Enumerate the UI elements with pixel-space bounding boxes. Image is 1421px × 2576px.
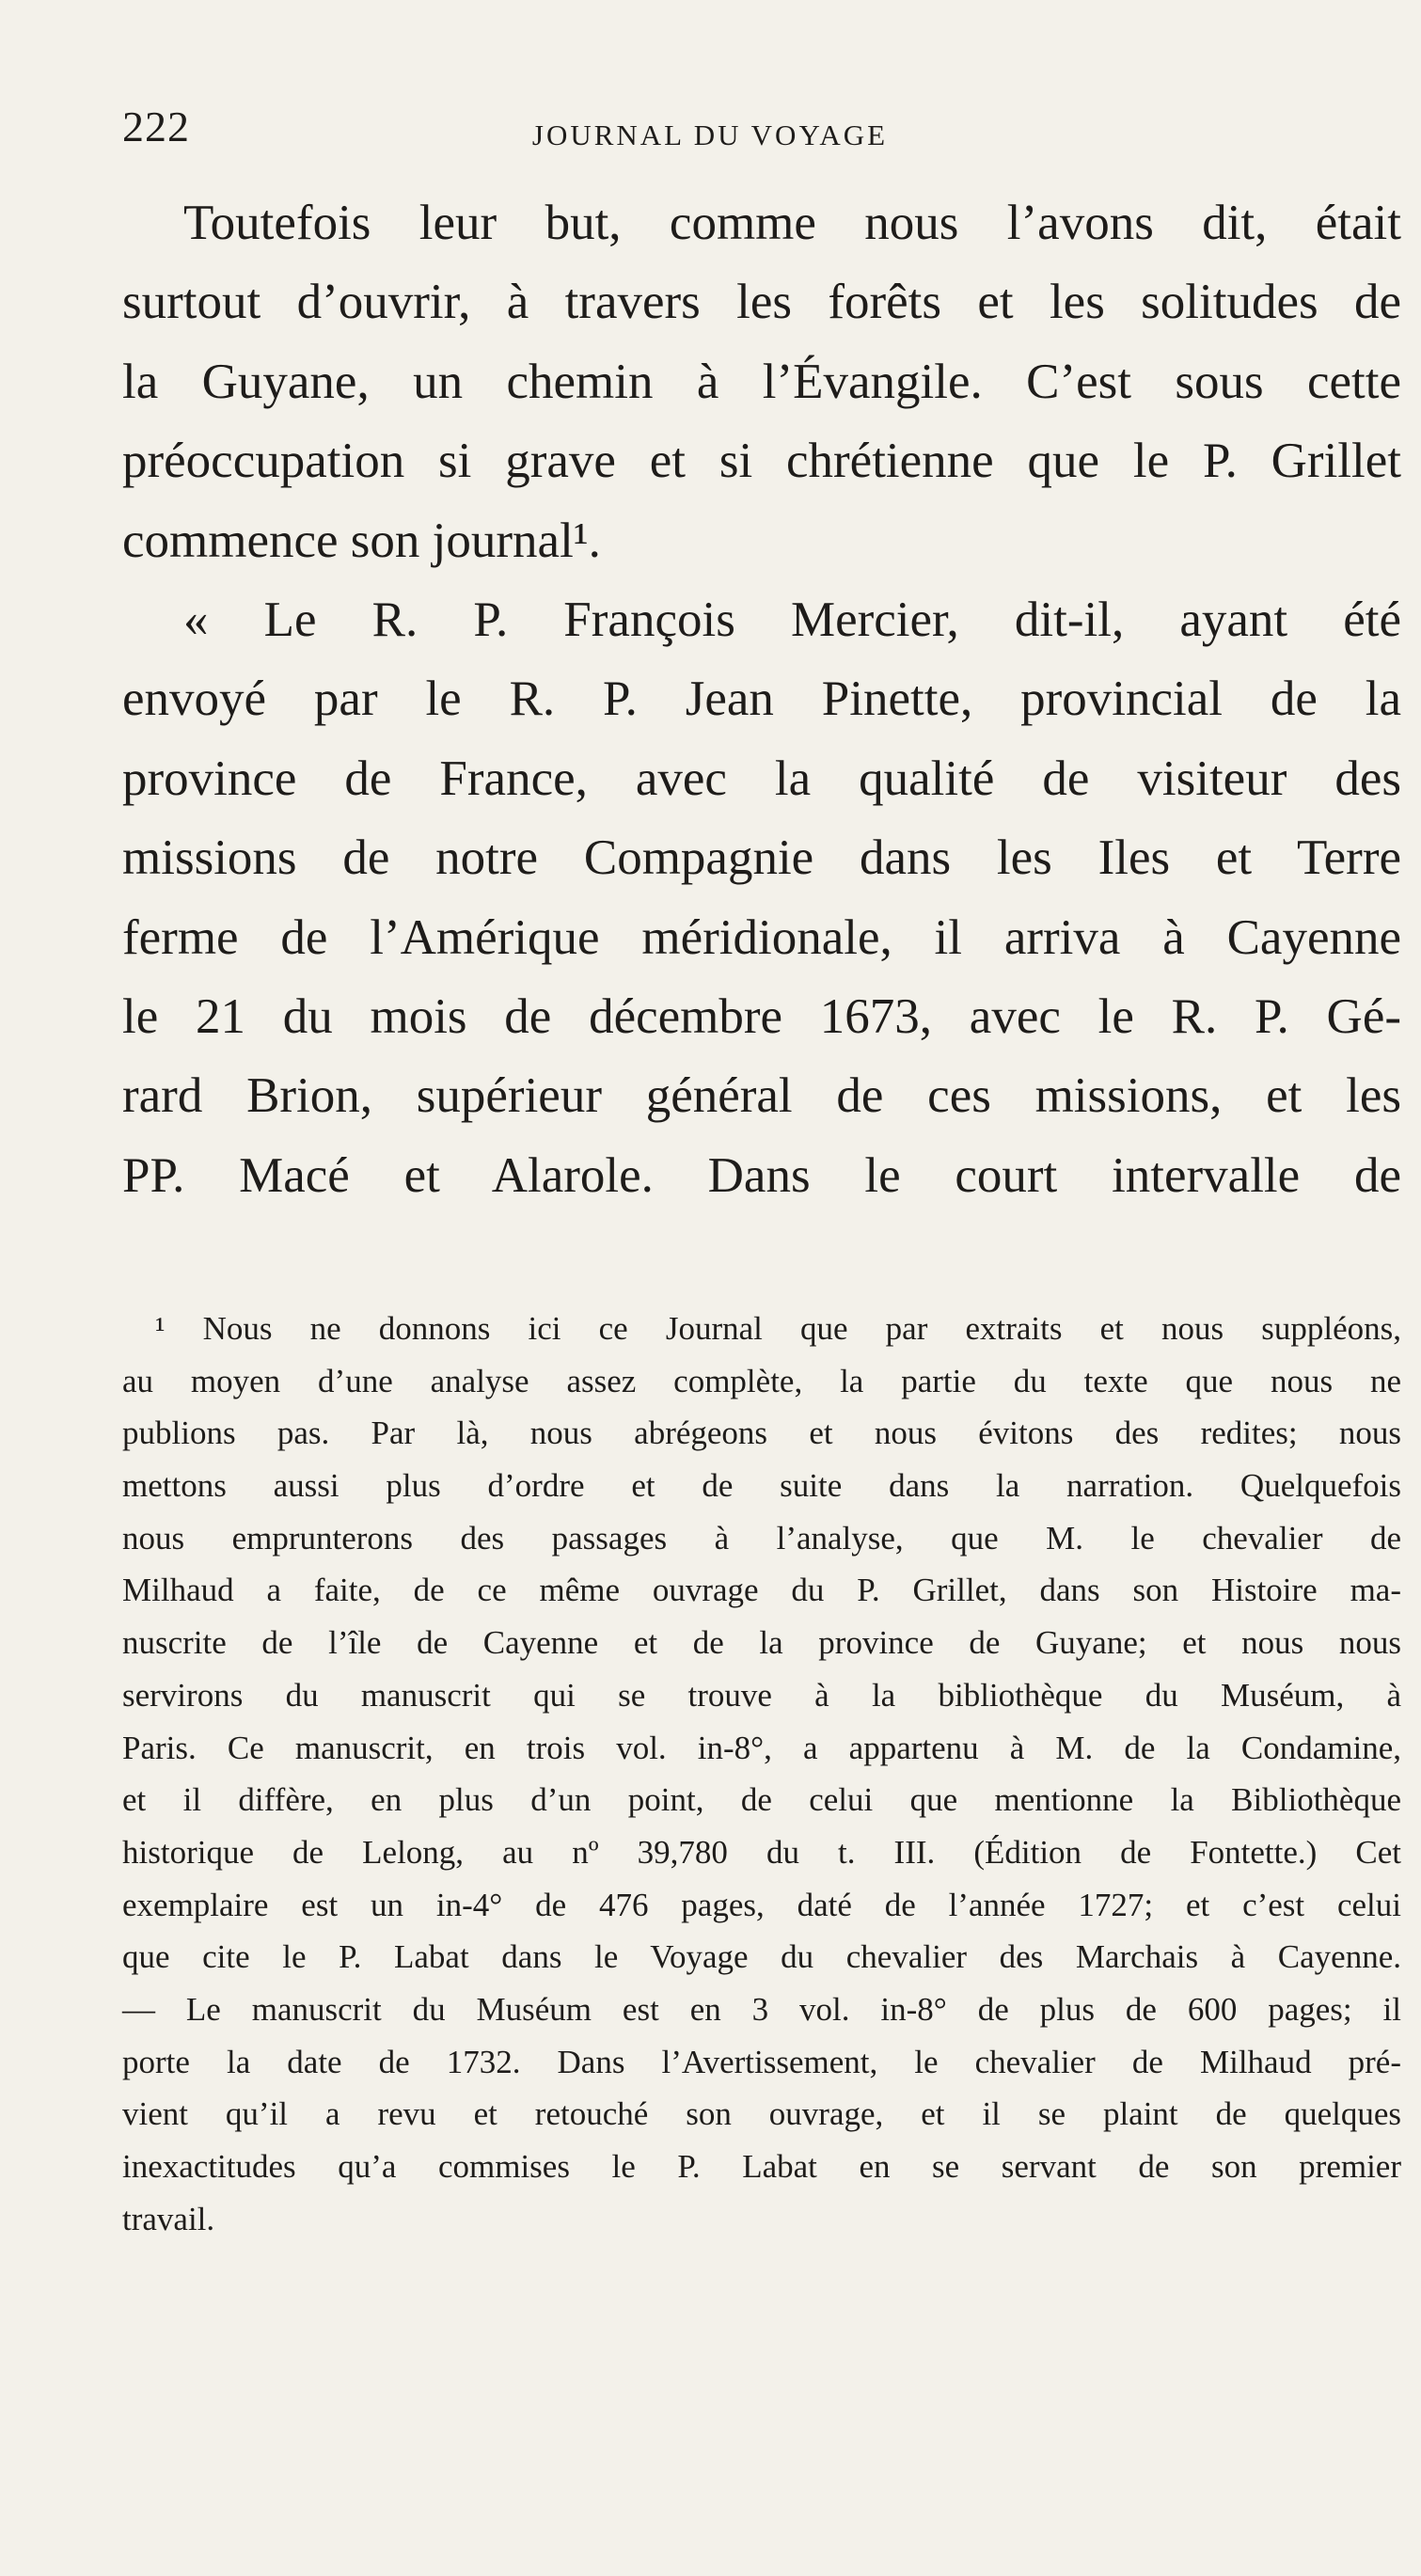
footnote-line: travail. xyxy=(122,2200,215,2237)
body-line: PP. Macé et Alarole. Dans le court intervalle de xyxy=(122,1147,1401,1203)
body-line: la Guyane, un chemin à l’Évangile. C’est sous cette xyxy=(122,354,1401,409)
footnote-line: exemplaire est un in-4° de 476 pages, daté de l’année 1727; et c’est celui xyxy=(122,1886,1401,1923)
body-line: le 21 du mois de décembre 1673, avec le R. P. Gé- xyxy=(122,988,1401,1044)
footnote-line: Milhaud a faite, de ce même ouvrage du P. Grillet, dans son Histoire ma- xyxy=(122,1572,1401,1609)
footnote-line: publions pas. Par là, nous abrégeons et nous évitons des redites; nous xyxy=(122,1414,1401,1452)
body-line: « Le R. P. François Mercier, dit-il, ayant été xyxy=(183,592,1401,647)
footnote-line: — Le manuscrit du Muséum est en 3 vol. in-8° de plus de 600 pages; il xyxy=(122,1990,1401,2028)
footnote-line: inexactitudes qu’a commises le P. Labat en se servant de son premier xyxy=(122,2148,1401,2185)
footnote-line: nuscrite de l’île de Cayenne et de la province de Guyane; et nous nous xyxy=(122,1624,1401,1662)
footnote-line: que cite le P. Labat dans le Voyage du chevalier des Marchais à Cayenne. xyxy=(122,1938,1401,1976)
body-line: Toutefois leur but, comme nous l’avons dit, était xyxy=(183,196,1401,250)
footnote-line: vient qu’il a revu et retouché son ouvrage, et il se plaint de quelques xyxy=(122,2095,1401,2133)
footnote-line: servirons du manuscrit qui se trouve à la bibliothèque du Muséum, à xyxy=(122,1676,1401,1714)
footnote-line: mettons aussi plus d’ordre et de suite dans la narration. Quelquefois xyxy=(122,1467,1401,1505)
footnote xyxy=(122,1303,1401,2245)
footnote-line: ¹ Nous ne donnons ici ce Journal que par extraits et nous suppléons, xyxy=(155,1310,1401,1347)
body-line: commence son journal¹. xyxy=(122,513,601,568)
running-title: JOURNAL DU VOYAGE xyxy=(531,119,889,151)
body-line: province de France, avec la qualité de visiteur des xyxy=(122,751,1401,806)
footnote-line: au moyen d’une analyse assez complète, la partie du texte que nous ne xyxy=(122,1362,1401,1399)
body-line: surtout d’ouvrir, à travers les forêts et les solitudes de xyxy=(122,275,1401,330)
body-line: rard Brion, supérieur général de ces missions, et les xyxy=(122,1068,1401,1124)
footnote-line: porte la date de 1732. Dans l’Avertissement, le chevalier de Milhaud pré- xyxy=(122,2043,1401,2080)
footnote-line: et il diffère, en plus d’un point, de celui que mentionne la Bibliothèque xyxy=(122,1781,1401,1819)
footnote-line: nous emprunterons des passages à l’analyse, que M. le chevalier de xyxy=(122,1519,1401,1557)
body-line: ferme de l’Amérique méridionale, il arriva à Cayenne xyxy=(122,909,1401,965)
footnote-line: historique de Lelong, au nº 39,780 du t. III. (Édition de Fontette.) Cet xyxy=(122,1833,1401,1871)
body-line: missions de notre Compagnie dans les Iles et Terre xyxy=(122,830,1401,886)
page-number: 222 xyxy=(122,103,190,150)
running-head xyxy=(122,102,1401,158)
body-line: envoyé par le R. P. Jean Pinette, provincial de la xyxy=(122,672,1401,727)
body-line: préoccupation si grave et si chrétienne que le P. Grillet xyxy=(122,434,1401,489)
footnote-line: Paris. Ce manuscrit, en trois vol. in-8°, a appartenu à M. de la Condamine, xyxy=(122,1729,1401,1766)
body-text xyxy=(122,183,1401,1215)
